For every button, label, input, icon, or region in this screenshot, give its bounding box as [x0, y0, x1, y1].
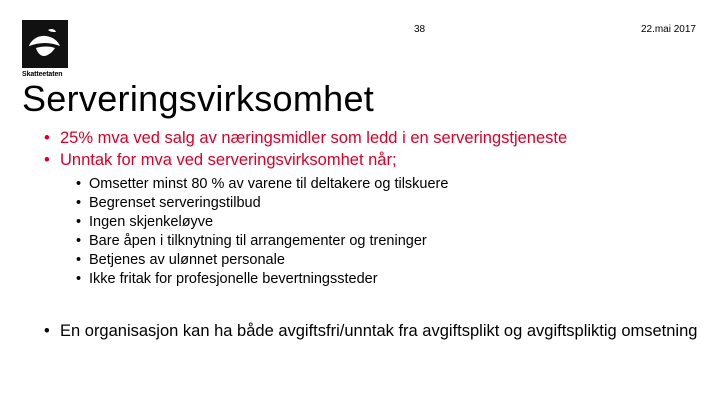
- sub-bullet-item: [76, 251, 704, 270]
- slide-title: Serveringsvirksomhet: [22, 78, 375, 119]
- bullet-item: [44, 151, 704, 170]
- sub-bullet-item: [76, 270, 704, 289]
- skatteetaten-logo-icon: [22, 20, 68, 68]
- sub-bullet-text: Ingen skjenkeløyve: [89, 214, 214, 230]
- bullet-text: En organisasjon kan ha både avgiftsfri/unntak fra avgiftsplikt og avgiftspliktig omsetning: [60, 322, 698, 340]
- sub-bullet-text: Betjenes av ulønnet personale: [89, 252, 285, 268]
- sub-bullet-text: Ikke fritak for profesjonelle bevertningssteder: [89, 271, 378, 287]
- sub-bullet-dot: •: [76, 233, 82, 249]
- bullet-dot: •: [44, 129, 50, 147]
- sub-bullet-text: Omsetter minst 80 % av varene til deltakere og tilskuere: [89, 176, 449, 192]
- sub-bullet-item: [76, 213, 704, 232]
- slide-content: [44, 129, 704, 341]
- sub-bullet-item: [76, 232, 704, 251]
- logo-wordmark: Skatteetaten: [22, 71, 63, 78]
- sub-bullet-dot: •: [76, 195, 82, 211]
- slide-date: 22.mai 2017: [640, 24, 696, 35]
- sub-bullet-text: Begrenset serveringstilbud: [89, 195, 261, 211]
- sub-bullet-list: [44, 175, 704, 289]
- bullet-text: 25% mva ved salg av næringsmidler som ledd i en serveringstjeneste: [60, 129, 568, 147]
- bullet-item: [44, 129, 704, 148]
- sub-bullet-text: Bare åpen i tilknytning til arrangementer og treninger: [89, 233, 427, 249]
- sub-bullet-item: [76, 175, 704, 194]
- bullet-dot: •: [44, 151, 50, 169]
- bullet-item: [44, 322, 704, 341]
- sub-bullet-dot: •: [76, 271, 82, 287]
- skatteetaten-logo: [22, 20, 68, 82]
- sub-bullet-dot: •: [76, 176, 82, 192]
- sub-bullet-item: [76, 194, 704, 213]
- bullet-dot: •: [44, 322, 50, 340]
- sub-bullet-dot: •: [76, 214, 82, 230]
- sub-bullet-dot: •: [76, 252, 82, 268]
- bullet-text: Unntak for mva ved serveringsvirksomhet når;: [60, 151, 397, 169]
- slide-number: 38: [414, 24, 426, 35]
